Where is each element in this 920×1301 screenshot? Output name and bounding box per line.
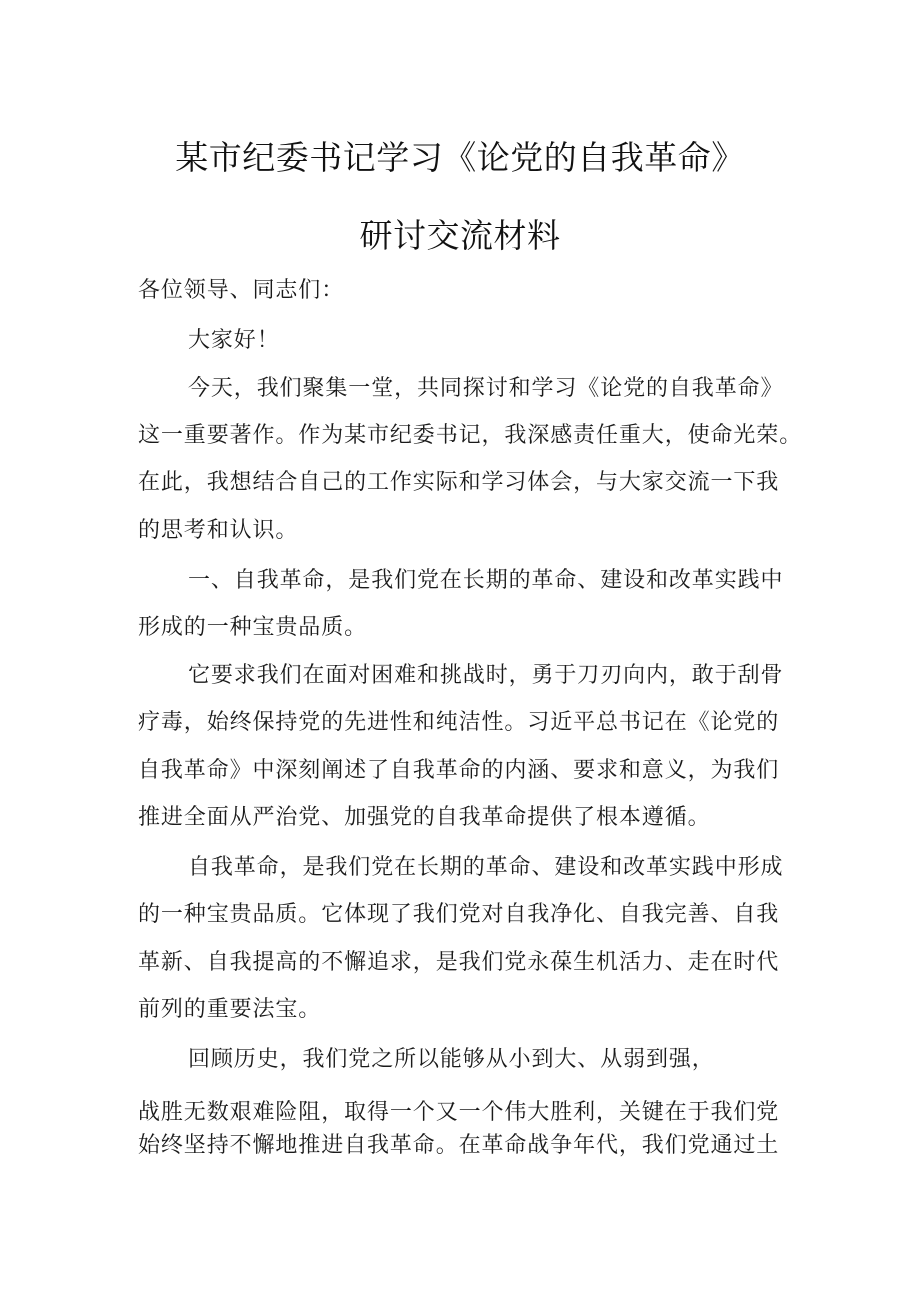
paragraph-line: 这一重要著作。作为某市纪委书记，我深感责任重大，使命光荣。 bbox=[138, 423, 803, 448]
paragraph-line: 自我革命》中深刻阐述了自我革命的内涵、要求和意义，为我们 bbox=[138, 758, 780, 783]
paragraph-line: 疗毒，始终保持党的先进性和纯洁性。习近平总书记在《论党的 bbox=[138, 710, 780, 735]
document-title-line-2: 研讨交流材料 bbox=[359, 216, 561, 255]
paragraph-line: 自我革命，是我们党在长期的革命、建设和改革实践中形成 bbox=[188, 855, 784, 880]
paragraph-line: 在此，我想结合自己的工作实际和学习体会，与大家交流一下我 bbox=[138, 470, 780, 495]
paragraph-line: 前列的重要法宝。 bbox=[138, 997, 322, 1022]
salutation: 各位领导、同志们： bbox=[138, 278, 345, 303]
document-title-line-1: 某市纪委书记学习《论党的自我革命》 bbox=[175, 138, 745, 177]
greeting: 大家好！ bbox=[188, 328, 280, 353]
paragraph-line: 始终坚持不懈地推进自我革命。在革命战争年代，我们党通过土 bbox=[138, 1133, 780, 1158]
paragraph-line: 的一种宝贵品质。它体现了我们党对自我净化、自我完善、自我 bbox=[138, 902, 780, 927]
paragraph-line: 它要求我们在面对困难和挑战时，勇于刀刃向内，敢于刮骨 bbox=[188, 663, 784, 688]
paragraph-line: 今天，我们聚集一堂，共同探讨和学习《论党的自我革命》 bbox=[188, 376, 784, 401]
paragraph-line: 战胜无数艰难险阻，取得一个又一个伟大胜利，关键在于我们党 bbox=[138, 1100, 780, 1125]
section-heading-line: 形成的一种宝贵品质。 bbox=[138, 615, 368, 640]
paragraph-line: 推进全面从严治党、加强党的自我革命提供了根本遵循。 bbox=[138, 805, 711, 830]
paragraph-line: 革新、自我提高的不懈追求，是我们党永葆生机活力、走在时代 bbox=[138, 950, 780, 975]
section-heading-line: 一、自我革命，是我们党在长期的革命、建设和改革实践中 bbox=[188, 568, 784, 593]
paragraph-line: 回顾历史，我们党之所以能够从小到大、从弱到强， bbox=[188, 1047, 715, 1072]
paragraph-line: 的思考和认识。 bbox=[138, 518, 299, 543]
